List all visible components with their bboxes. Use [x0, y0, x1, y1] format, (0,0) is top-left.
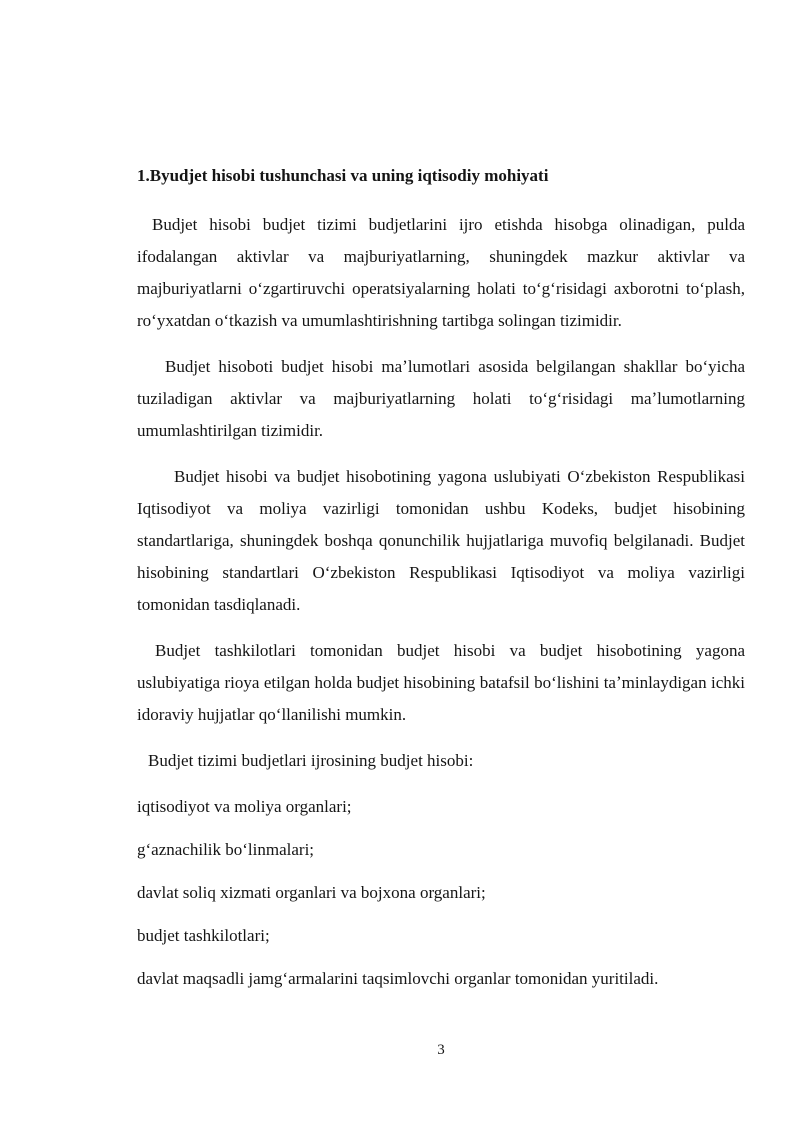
paragraph: Budjet hisobi budjet tizimi budjetlarini ijro etishda hisobga olinadigan, pulda ifodalangan aktivlar va majburiyatlarning, shuningdek mazkur aktivlar va majburiyatlarni oʻzgartiruvchi operatsiyalarning holati toʻgʻrisidagi axborotni toʻplash, roʻyxatdan oʻtkazish va umumlashtirishning tartibga solingan tizimidir. — [137, 215, 745, 330]
list-item: gʻaznachilik boʻlinmalari; — [137, 840, 315, 859]
list-item: davlat soliq xizmati organlari va bojxona organlari; — [137, 883, 486, 902]
list-item: budjet tashkilotlari; — [137, 926, 270, 945]
section-heading: 1.Byudjet hisobi tushunchasi va uning iqtisodiy mohiyati — [137, 166, 549, 185]
page-number: 3 — [437, 1042, 445, 1058]
paragraph: Budjet hisoboti budjet hisobi maʼlumotlari asosida belgilangan shakllar boʻyicha tuziladigan aktivlar va majburiyatlarning holati toʻgʻrisidagi maʼlumotlarning umumlashtirilgan tizimidir. — [137, 357, 745, 440]
paragraph: Budjet tizimi budjetlari ijrosining budjet hisobi: — [148, 751, 474, 770]
paragraph: Budjet tashkilotlari tomonidan budjet hisobi va budjet hisobotining yagona uslubiyatiga rioya etilgan holda budjet hisobining batafsil boʻlishini taʼminlaydigan ichki idoraviy hujjatlar qoʻllanilishi mumkin. — [137, 641, 745, 724]
list-item: davlat maqsadli jamgʻarmalarini taqsimlovchi organlar tomonidan yuritiladi. — [137, 969, 659, 988]
list-item: iqtisodiyot va moliya organlari; — [137, 797, 352, 816]
paragraph: Budjet hisobi va budjet hisobotining yagona uslubiyati Oʻzbekiston Respublikasi Iqtisodiyot va moliya vazirligi tomonidan ushbu Kodeks, budjet hisobining standartlariga, shuningdek boshqa qonunchilik hujjatlariga muvofiq belgilanadi. Budjet hisobining standartlari Oʻzbekiston Respublikasi Iqtisodiyot va moliya vazirligi tomonidan tasdiqlanadi. — [137, 467, 745, 614]
